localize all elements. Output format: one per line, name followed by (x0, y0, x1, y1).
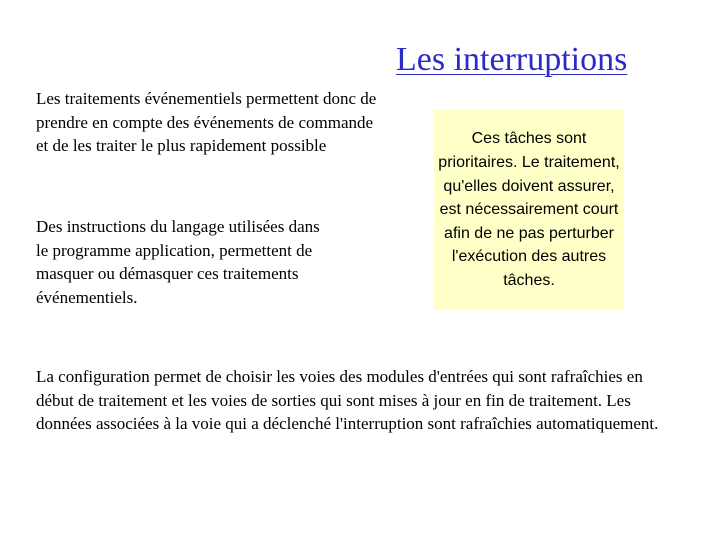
callout-box (434, 110, 624, 310)
paragraph-event-processing: Les traitements événementiels permettent donc de prendre en compte des événements de commande et de les traiter le plus rapidement possible (36, 89, 377, 156)
paragraph-configuration: La configuration permet de choisir les voies des modules d'entrées qui sont rafraîchies en début de traitement et les voies de sorties qui sont mises à jour en fin de traitement. Les données associées à la voie qui a déclenché l'interruption sont rafraîchies automatiquement. (36, 367, 659, 434)
paragraph-masking-instructions: Des instructions du langage utilisées dans le programme application, permettent de masquer ou démasquer ces traitements événementiels. (36, 217, 320, 307)
callout-text: Ces tâches sont prioritaires. Le traitement, qu'elles doivent assurer, est nécessairement court afin de ne pas perturber l'exécution des autres tâches. (438, 130, 620, 289)
slide-title: Les interruptions (396, 41, 628, 78)
